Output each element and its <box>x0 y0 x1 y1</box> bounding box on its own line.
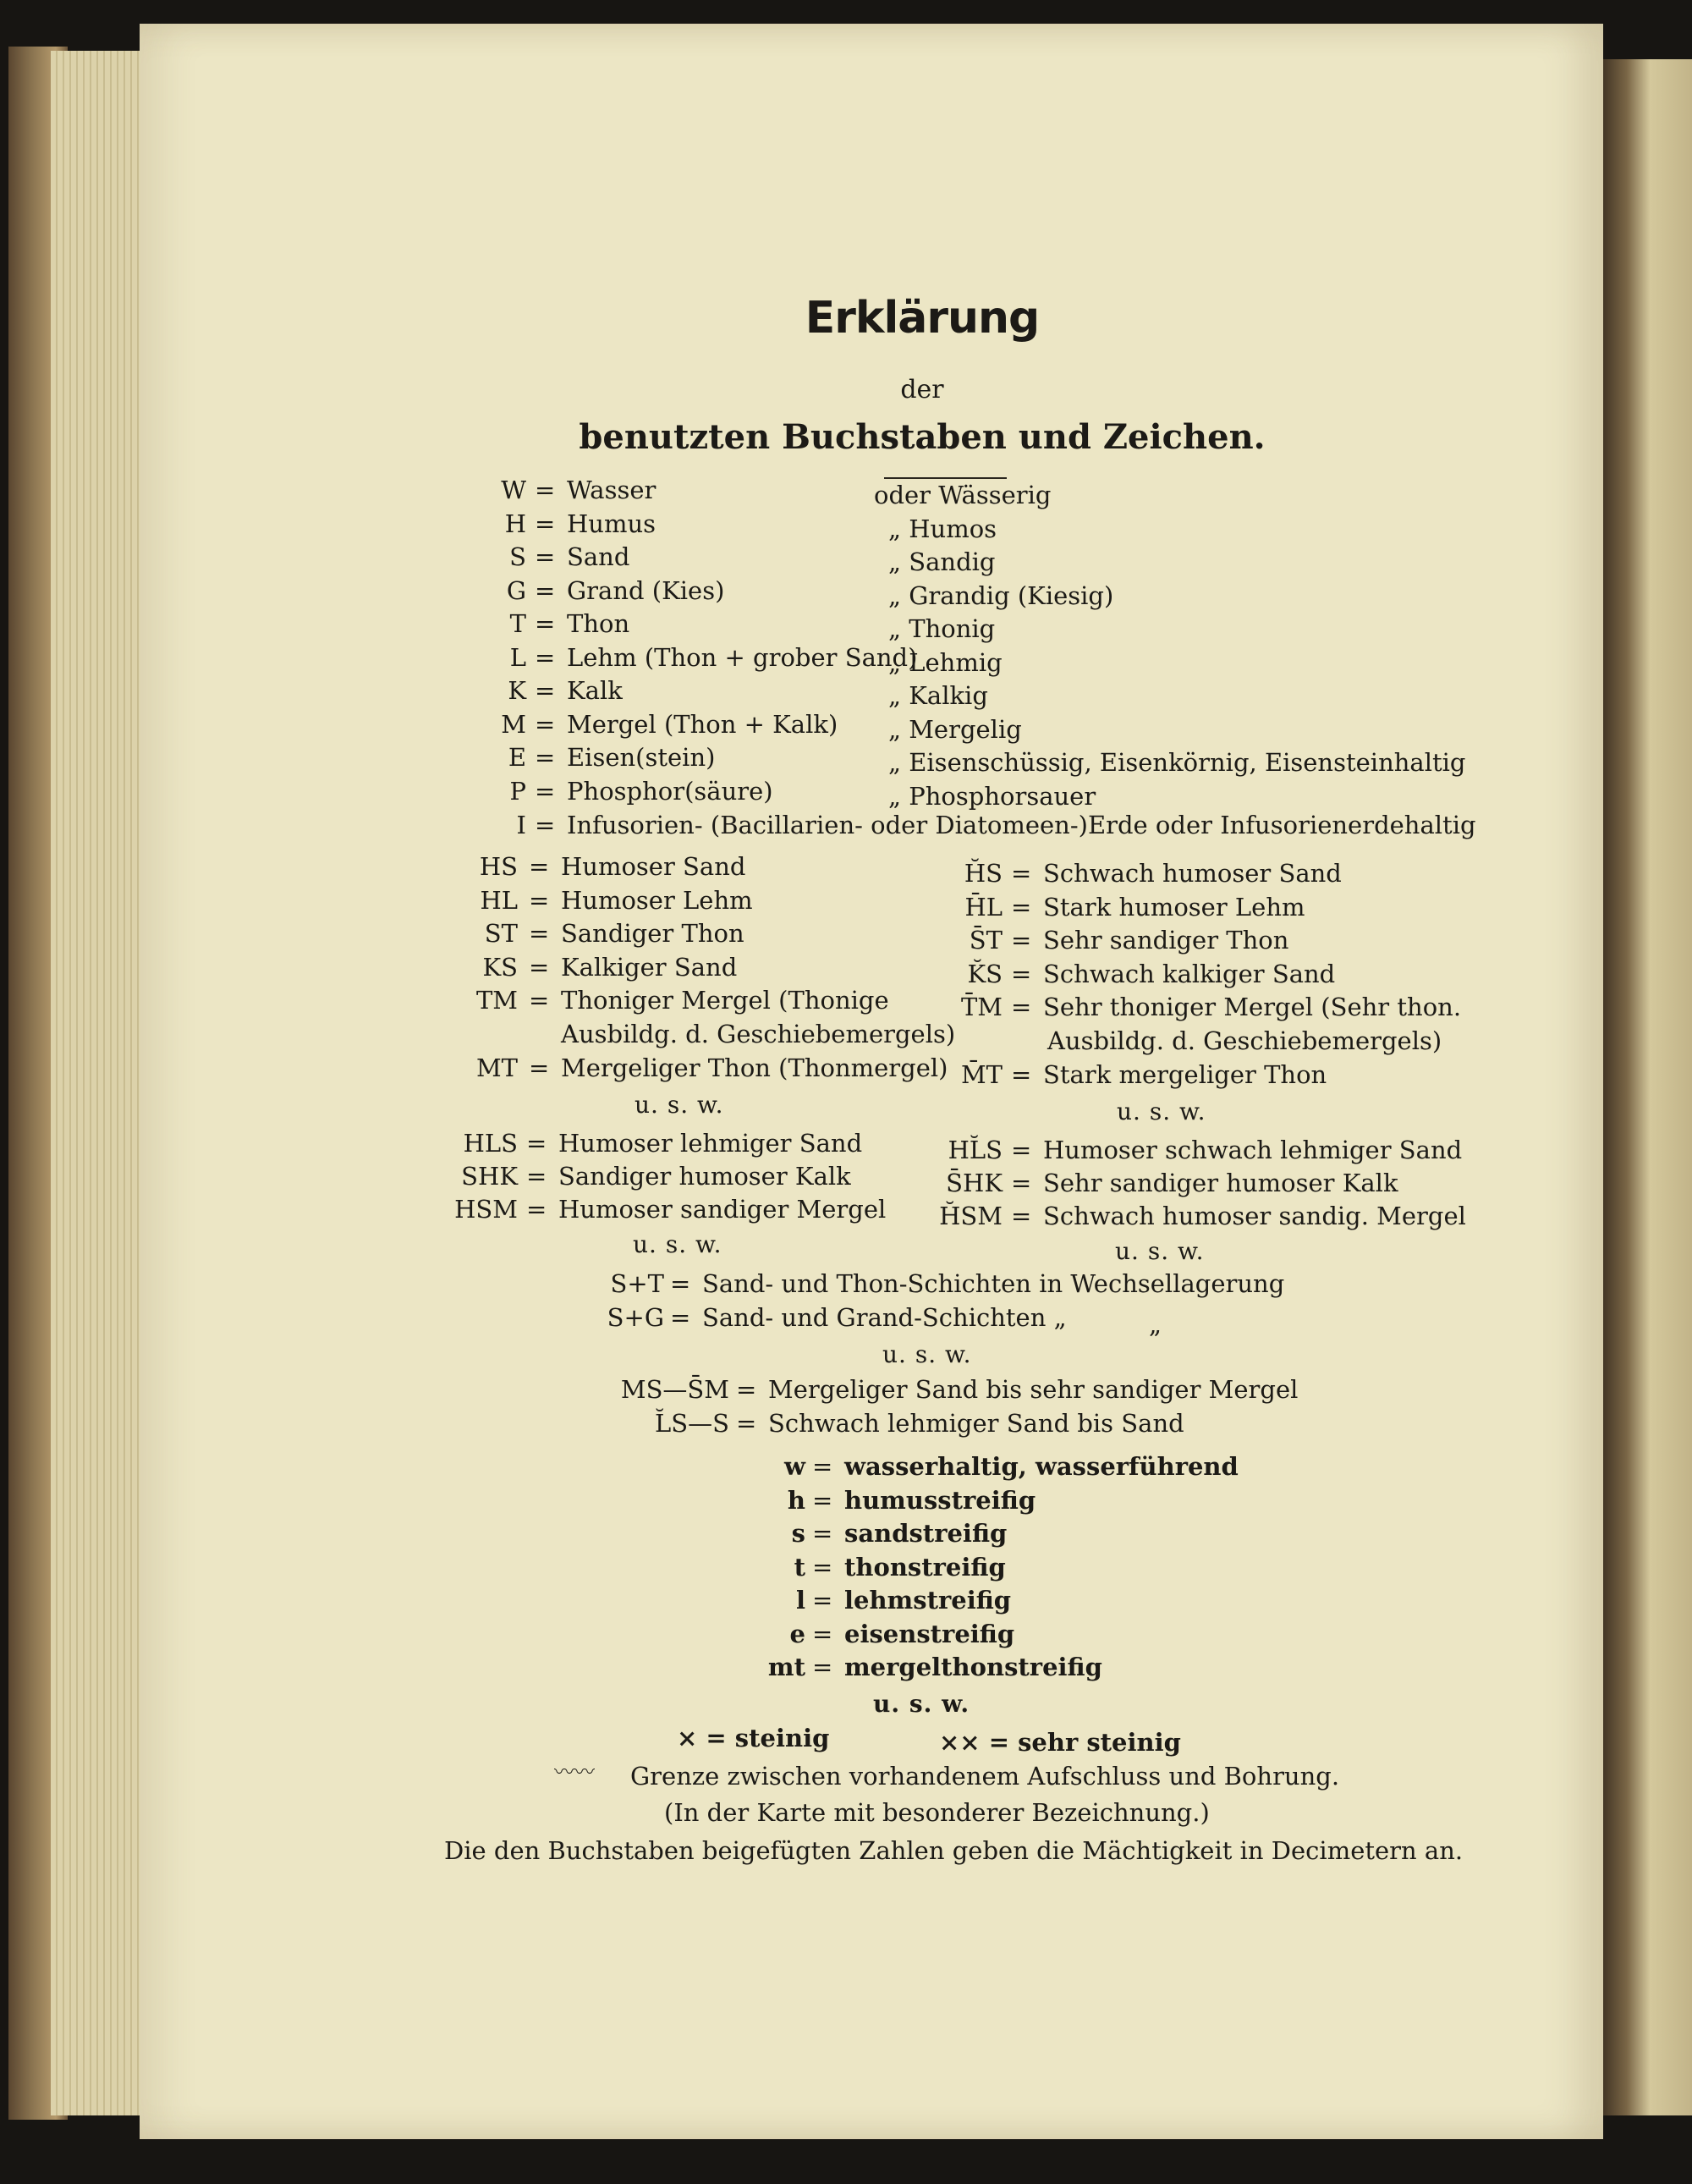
pair-left-4-continuation: Ausbildg. d. Geschiebemergels) <box>561 1020 956 1048</box>
layers-usw: u. s. w. <box>882 1340 972 1368</box>
basic-3-code: G <box>506 576 526 605</box>
pair-left-5-equals: = <box>529 1053 550 1082</box>
basic-3-equals: = <box>535 576 556 605</box>
basic-0-equals: = <box>535 476 556 504</box>
triple-left-1-code: SHK <box>461 1162 518 1191</box>
title-divider <box>884 477 1007 479</box>
streaks-5-code: e <box>789 1620 805 1648</box>
basic-4-equals: = <box>535 609 556 638</box>
layers-1-ditto: „ <box>1149 1310 1162 1339</box>
pair-left-2-code: ST <box>484 919 518 948</box>
streaks-5-meaning: eisenstreifig <box>844 1620 1015 1648</box>
map-note: (In der Karte mit besonderer Bezeichnung.) <box>664 1798 1210 1827</box>
streaks-0-meaning: wasserhaltig, wasserführend <box>844 1452 1239 1481</box>
pair-right-3-equals: = <box>1011 960 1032 988</box>
triple-right-0-code: HL̆S <box>948 1136 1003 1164</box>
triple-left-2-meaning: Humoser sandiger Mergel <box>558 1195 887 1224</box>
streaks-6-code: mt <box>767 1653 805 1681</box>
layers-0-equals: = <box>670 1269 691 1298</box>
pair-left-0-meaning: Humoser Sand <box>561 852 746 881</box>
pair-left-1-code: HL <box>480 886 518 915</box>
pair-left-5-code: MT <box>475 1053 518 1082</box>
ranges-0-code: MS—S̄M <box>620 1375 729 1404</box>
layers-1-equals: = <box>670 1303 691 1332</box>
basic-3-meaning: Grand (Kies) <box>567 576 725 605</box>
pair-right-5-code: M̄T <box>960 1060 1003 1089</box>
basic-10-meaning: Infusorien- (Bacillarien- oder Diatomeen-)Erde oder Infusorienerdehaltig <box>567 811 1476 839</box>
layers-1-meaning: Sand- und Grand-Schichten „ <box>702 1303 1067 1332</box>
ranges-0-meaning: Mergeliger Sand bis sehr sandiger Mergel <box>768 1375 1299 1404</box>
page-title: Erklärung <box>805 293 1040 344</box>
streaks-2-equals: = <box>812 1519 833 1548</box>
pair-left-1-equals: = <box>529 886 550 915</box>
stony-double: ×× = sehr steinig <box>939 1728 1181 1757</box>
basic-3-adjective: „ Grandig (Kiesig) <box>888 581 1114 610</box>
triples-left-usw: u. s. w. <box>633 1230 722 1258</box>
basic-7-code: M <box>501 710 526 739</box>
pair-left-2-equals: = <box>529 919 550 948</box>
footer-note: Die den Buchstaben beigefügten Zahlen geben die Mächtigkeit in Decimetern an. <box>444 1836 1464 1865</box>
pair-left-3-equals: = <box>529 953 550 982</box>
basic-2-adjective: „ Sandig <box>888 547 996 576</box>
streaks-0-equals: = <box>812 1452 833 1481</box>
ranges-0-equals: = <box>736 1375 757 1404</box>
basic-1-adjective: „ Humos <box>888 514 997 543</box>
streaks-0-code: w <box>784 1452 805 1481</box>
pair-right-0-code: H̆S <box>964 859 1003 888</box>
streaks-1-equals: = <box>812 1486 833 1515</box>
layers-0-meaning: Sand- und Thon-Schichten in Wechsellagerung <box>702 1269 1285 1298</box>
basic-7-meaning: Mergel (Thon + Kalk) <box>567 710 838 739</box>
pair-right-4-meaning: Sehr thoniger Mergel (Sehr thon. <box>1043 993 1462 1021</box>
page-heading: benutzten Buchstaben und Zeichen. <box>579 417 1266 457</box>
basic-4-code: T <box>509 609 526 638</box>
ranges-1-meaning: Schwach lehmiger Sand bis Sand <box>768 1409 1184 1438</box>
basic-6-adjective: „ Kalkig <box>888 681 988 710</box>
streaks-6-equals: = <box>812 1653 833 1681</box>
pair-left-0-code: HS <box>479 852 518 881</box>
basic-0-meaning: Wasser <box>567 476 656 504</box>
basic-6-code: K <box>508 676 526 705</box>
basic-8-meaning: Eisen(stein) <box>567 743 716 772</box>
basic-2-code: S <box>509 542 526 571</box>
boundary-wave-icon: 〰〰 <box>554 1760 595 1784</box>
pair-right-3-code: K̆S <box>967 960 1003 988</box>
pair-right-5-meaning: Stark mergeliger Thon <box>1043 1060 1327 1089</box>
basic-10-equals: = <box>535 811 556 839</box>
streaks-4-equals: = <box>812 1586 833 1615</box>
basic-9-adjective: „ Phosphorsauer <box>888 782 1096 811</box>
basic-1-meaning: Humus <box>567 509 656 538</box>
triple-left-2-code: HSM <box>454 1195 518 1224</box>
pair-left-2-meaning: Sandiger Thon <box>561 919 744 948</box>
pair-left-0-equals: = <box>529 852 550 881</box>
pair-right-2-meaning: Sehr sandiger Thon <box>1043 926 1289 954</box>
streaks-1-code: h <box>787 1486 805 1515</box>
triple-left-0-code: HLS <box>463 1129 518 1158</box>
basic-8-code: E <box>508 743 526 772</box>
pair-right-4-continuation: Ausbildg. d. Geschiebemergels) <box>1047 1026 1442 1055</box>
streaks-4-meaning: lehmstreifig <box>844 1586 1012 1615</box>
basic-9-equals: = <box>535 777 556 806</box>
basic-8-equals: = <box>535 743 556 772</box>
ranges-1-equals: = <box>736 1409 757 1438</box>
pair-right-3-meaning: Schwach kalkiger Sand <box>1043 960 1336 988</box>
basic-9-meaning: Phosphor(säure) <box>567 777 773 806</box>
basic-7-adjective: „ Mergelig <box>888 715 1022 744</box>
streaks-1-meaning: humusstreifig <box>844 1486 1036 1515</box>
triple-left-0-equals: = <box>526 1129 547 1158</box>
basic-6-meaning: Kalk <box>567 676 623 705</box>
triple-right-1-code: S̄HK <box>946 1169 1003 1197</box>
pair-right-1-code: H̄L <box>964 893 1003 921</box>
pair-right-5-equals: = <box>1011 1060 1032 1089</box>
pair-right-1-equals: = <box>1011 893 1032 921</box>
triple-right-2-equals: = <box>1011 1202 1032 1230</box>
streaks-6-meaning: mergelthonstreifig <box>844 1653 1102 1681</box>
basic-10-code: I <box>516 811 526 839</box>
triple-right-0-meaning: Humoser schwach lehmiger Sand <box>1043 1136 1463 1164</box>
triple-right-1-equals: = <box>1011 1169 1032 1197</box>
basic-5-code: L <box>509 643 526 672</box>
pair-right-2-code: S̄T <box>969 926 1003 954</box>
pair-left-1-meaning: Humoser Lehm <box>561 886 753 915</box>
basic-1-equals: = <box>535 509 556 538</box>
pairs-left-usw: u. s. w. <box>634 1091 724 1119</box>
streaks-3-equals: = <box>812 1553 833 1582</box>
page-subtitle: der <box>900 375 944 404</box>
pair-left-3-code: KS <box>482 953 518 982</box>
pair-left-4-code: TM <box>475 986 518 1015</box>
basic-5-equals: = <box>535 643 556 672</box>
basic-5-meaning: Lehm (Thon + grober Sand) <box>567 643 918 672</box>
streaks-3-meaning: thonstreifig <box>844 1553 1006 1582</box>
basic-0-code: W <box>501 476 526 504</box>
basic-7-equals: = <box>535 710 556 739</box>
basic-1-code: H <box>504 509 526 538</box>
pair-right-0-equals: = <box>1011 859 1032 888</box>
basic-9-code: P <box>509 777 526 806</box>
streaks-5-equals: = <box>812 1620 833 1648</box>
pair-left-3-meaning: Kalkiger Sand <box>561 953 738 982</box>
pair-right-2-equals: = <box>1011 926 1032 954</box>
basic-4-meaning: Thon <box>567 609 630 638</box>
basic-5-adjective: „ Lehmig <box>888 648 1003 677</box>
triple-left-1-meaning: Sandiger humoser Kalk <box>558 1162 851 1191</box>
triple-left-0-meaning: Humoser lehmiger Sand <box>558 1129 863 1158</box>
triple-left-2-equals: = <box>526 1195 547 1224</box>
pair-right-0-meaning: Schwach humoser Sand <box>1043 859 1342 888</box>
streaks-2-meaning: sandstreifig <box>844 1519 1008 1548</box>
pair-right-1-meaning: Stark humoser Lehm <box>1043 893 1305 921</box>
pair-right-4-code: T̄M <box>960 993 1003 1021</box>
book-page <box>140 24 1603 2139</box>
layers-0-code: S+T <box>610 1269 664 1298</box>
triple-right-2-meaning: Schwach humoser sandig. Mergel <box>1043 1202 1466 1230</box>
ranges-1-code: L̆S—S <box>655 1409 729 1438</box>
triple-right-0-equals: = <box>1011 1136 1032 1164</box>
triple-left-1-equals: = <box>526 1162 547 1191</box>
streaks-2-code: s <box>791 1519 805 1548</box>
basic-2-meaning: Sand <box>567 542 630 571</box>
boundary-text: Grenze zwischen vorhandenem Aufschluss und Bohrung. <box>630 1762 1340 1791</box>
pairs-right-usw: u. s. w. <box>1117 1098 1206 1125</box>
basic-2-equals: = <box>535 542 556 571</box>
basic-8-adjective: „ Eisenschüssig, Eisenkörnig, Eisensteinhaltig <box>888 748 1466 777</box>
basic-6-equals: = <box>535 676 556 705</box>
triple-right-1-meaning: Sehr sandiger humoser Kalk <box>1043 1169 1398 1197</box>
pair-left-4-meaning: Thoniger Mergel (Thonige <box>561 986 889 1015</box>
triple-right-2-code: H̆SM <box>939 1202 1003 1230</box>
book-edge-right <box>1599 59 1692 2115</box>
layers-1-code: S+G <box>607 1303 664 1332</box>
streaks-4-code: l <box>795 1586 805 1615</box>
streaks-3-code: t <box>794 1553 805 1582</box>
pair-right-4-equals: = <box>1011 993 1032 1021</box>
pair-left-4-equals: = <box>529 986 550 1015</box>
pair-left-5-meaning: Mergeliger Thon (Thonmergel) <box>561 1053 948 1082</box>
streaks-usw: u. s. w. <box>873 1690 970 1718</box>
triples-right-usw: u. s. w. <box>1115 1237 1205 1265</box>
basic-0-adjective: oder Wässerig <box>874 481 1052 509</box>
basic-4-adjective: „ Thonig <box>888 614 996 643</box>
stony-single: × = steinig <box>677 1724 830 1752</box>
